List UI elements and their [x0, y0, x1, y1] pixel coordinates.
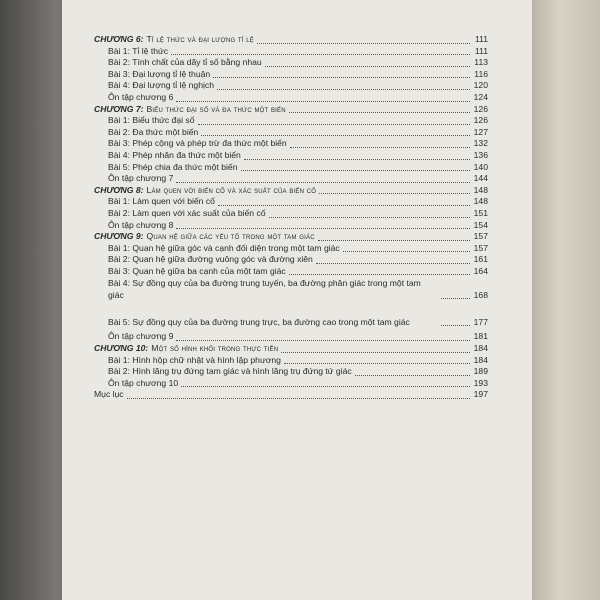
leader-dots	[213, 77, 470, 78]
entry-label: Bài 3: Quan hệ giữa ba cạnh của một tam giác	[108, 265, 286, 276]
page-number: 197	[473, 389, 488, 400]
toc-entry	[94, 243, 488, 255]
toc-entry	[94, 69, 488, 81]
page-number: 181	[473, 331, 488, 342]
leader-dots	[289, 274, 470, 275]
page-number: 157	[473, 231, 488, 242]
page-number: 184	[473, 354, 488, 365]
chapter-title: Biểu thức đại số và đa thức một biến	[146, 103, 286, 114]
entry-label: Ôn tập chương 10	[108, 377, 179, 388]
chapter-number: CHƯƠNG 9:	[94, 231, 144, 242]
toc-entry	[94, 138, 488, 150]
page-number: 151	[473, 207, 488, 218]
entry-label: Bài 2: Đa thức một biến	[108, 126, 199, 137]
leader-dots	[217, 89, 470, 90]
toc-entry	[94, 127, 488, 139]
entry-label: Bài 1: Làm quen với biến cố	[108, 196, 215, 207]
leader-dots	[176, 340, 470, 341]
leader-dots	[181, 386, 470, 387]
leader-dots	[284, 363, 470, 364]
page-number: 140	[473, 161, 488, 172]
toc-chapter-6	[94, 34, 488, 46]
entry-label: Bài 3: Phép cộng và phép trừ đa thức một biến	[108, 138, 287, 149]
page-number: 126	[473, 115, 488, 126]
chapter-title: Quan hệ giữa các yếu tố trong một tam giác	[146, 231, 315, 242]
page-number: 113	[474, 57, 488, 68]
toc-entry	[94, 150, 488, 162]
toc-entry	[94, 46, 488, 58]
page-number: 164	[473, 265, 488, 276]
entry-label: Bài 4: Sự đồng quy của ba đường trung tuyến, ba đường phân giác trong một tam giác	[108, 278, 421, 300]
entry-label: Bài 4: Đại lượng tỉ lệ nghịch	[108, 80, 214, 91]
chapter-number: CHƯƠNG 8:	[94, 184, 144, 195]
leader-dots	[201, 135, 470, 136]
page-number: 168	[473, 289, 488, 300]
chapter-title: Làm quen với biến cố và xác suất của biến cố	[146, 184, 317, 195]
toc-entry	[94, 173, 488, 185]
leader-dots	[127, 398, 470, 399]
leader-dots	[241, 170, 471, 171]
page-number: 157	[473, 242, 488, 253]
page-number: 184	[473, 343, 488, 354]
toc-entry	[94, 92, 488, 104]
entry-label: Mục lục	[94, 389, 124, 400]
leader-dots	[265, 66, 470, 67]
page-number: 148	[473, 196, 488, 207]
leader-dots	[290, 147, 470, 148]
chapter-number: CHƯƠNG 6:	[94, 34, 144, 44]
toc-entry	[94, 366, 488, 378]
entry-label: Bài 1: Quan hệ giữa góc và cạnh đối diện trong một tam giác	[108, 242, 340, 253]
toc-entry	[94, 355, 488, 367]
chapter-title: Tỉ lệ thức và đại lượng tỉ lệ	[146, 34, 254, 44]
entry-label: Bài 2: Hình lăng trụ đứng tam giác và hình lăng trụ đứng tứ giác	[108, 366, 352, 377]
page-number: 154	[473, 219, 488, 230]
entry-label: Bài 2: Làm quen với xác suất của biến cố	[108, 207, 266, 218]
toc-entry	[94, 80, 488, 92]
leader-dots	[316, 263, 470, 264]
page-edges	[532, 0, 600, 600]
leader-dots	[176, 182, 470, 183]
entry-label: Bài 3: Đại lượng tỉ lệ thuận	[108, 68, 211, 79]
toc-entry	[94, 378, 488, 390]
page-number: 189	[473, 366, 488, 377]
toc-chapter-7	[94, 104, 488, 116]
page-number: 132	[473, 138, 488, 149]
toc-chapter-8	[94, 185, 488, 197]
entry-label: Ôn tập chương 6	[108, 91, 174, 102]
page-number: 148	[473, 184, 488, 195]
toc-entry	[94, 331, 488, 343]
page-number: 111	[474, 45, 488, 56]
toc-chapter-9	[94, 231, 488, 243]
chapter-title: Một số hình khối trong thực tiễn	[151, 343, 279, 354]
leader-dots	[176, 228, 470, 229]
leader-dots	[257, 43, 470, 44]
toc-entry	[94, 277, 488, 301]
page-number: 144	[473, 173, 488, 184]
leader-dots	[355, 375, 470, 376]
entry-label: Bài 1: Hình hộp chữ nhật và hình lập phương	[108, 354, 281, 365]
toc-chapter-10	[94, 343, 488, 355]
page-number: 193	[473, 377, 488, 388]
leader-dots	[441, 325, 470, 326]
toc-entry	[94, 57, 488, 69]
leader-dots	[244, 159, 470, 160]
leader-dots	[171, 54, 470, 55]
toc-entry	[94, 254, 488, 266]
entry-label: Bài 2: Quan hệ giữa đường vuông góc và đường xiên	[108, 254, 313, 265]
table-of-contents	[94, 34, 488, 401]
entry-label: Bài 5: Phép chia đa thức một biến	[108, 161, 238, 172]
page-number: 127	[473, 126, 488, 137]
chapter-number: CHƯƠNG 10:	[94, 343, 149, 354]
toc-entry	[94, 208, 488, 220]
leader-dots	[441, 298, 470, 299]
entry-label: Ôn tập chương 8	[108, 219, 174, 230]
entry-label: Ôn tập chương 9	[108, 331, 174, 342]
page-number: 111	[474, 34, 488, 44]
leader-dots	[281, 352, 470, 353]
toc-entry	[94, 196, 488, 208]
leader-dots	[218, 205, 470, 206]
page-number: 126	[473, 103, 488, 114]
page-number: 124	[473, 91, 488, 102]
leader-dots	[176, 101, 470, 102]
toc-entry	[94, 304, 488, 328]
toc-entry	[94, 115, 488, 127]
leader-dots	[318, 240, 470, 241]
leader-dots	[319, 193, 470, 194]
leader-dots	[269, 217, 470, 218]
page-number: 116	[474, 68, 488, 79]
page-number: 177	[473, 316, 488, 327]
entry-label: Bài 1: Tỉ lệ thức	[108, 45, 169, 56]
entry-label: Ôn tập chương 7	[108, 173, 174, 184]
chapter-number: CHƯƠNG 7:	[94, 103, 144, 114]
toc-entry	[94, 220, 488, 232]
page-number: 136	[473, 149, 488, 160]
entry-label: Bài 4: Phép nhân đa thức một biến	[108, 149, 241, 160]
toc-entry	[94, 162, 488, 174]
book-spine-shadow	[0, 0, 62, 600]
toc-index	[94, 389, 488, 401]
toc-entry	[94, 266, 488, 278]
entry-label: Bài 2: Tính chất của dãy tỉ số bằng nhau	[108, 57, 262, 68]
entry-label: Bài 5: Sự đồng quy của ba đường trung trực, ba đường cao trong một tam giác	[108, 316, 410, 327]
page-number: 120	[473, 80, 488, 91]
leader-dots	[289, 112, 470, 113]
page-number: 161	[473, 254, 488, 265]
entry-label: Bài 1: Biểu thức đại số	[108, 115, 195, 126]
leader-dots	[343, 251, 470, 252]
leader-dots	[198, 124, 471, 125]
